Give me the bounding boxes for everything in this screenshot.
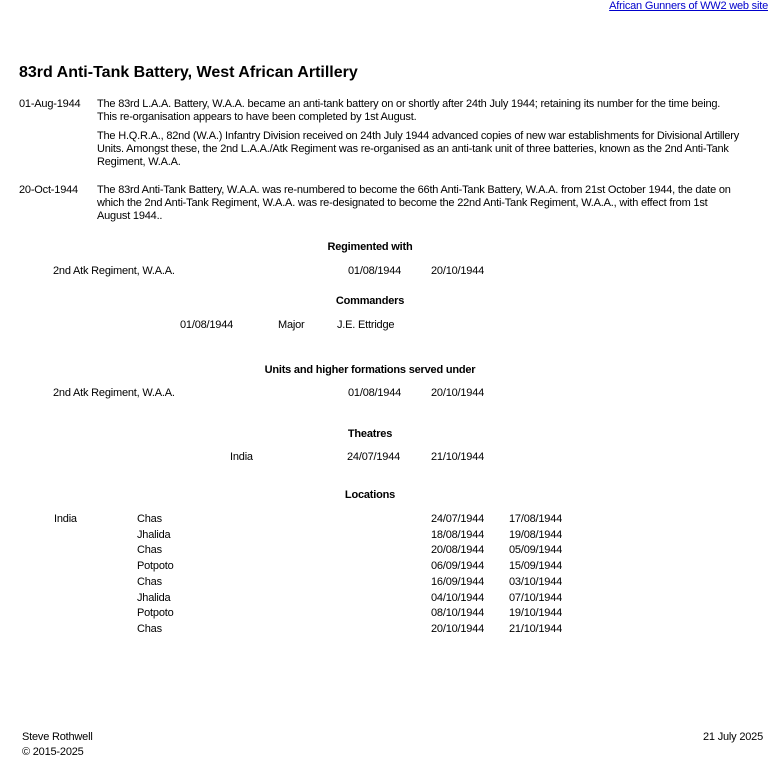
history-date: 20-Oct-1944	[19, 184, 78, 196]
regimented-heading: Regimented with	[327, 241, 413, 253]
history-text: The 83rd Anti-Tank Battery, W.A.A. was re-numbered to become the 66th Anti-Tank Battery, W.A.A. from 21st October 1944, the date on which the 2nd Anti-Tank Regiment, W.A.A. was re-designated to become the 22nd Anti-Tank Regiment, W.A.A., with effect from 1st August 1944..	[97, 184, 731, 222]
theatre-to: 21/10/1944	[431, 451, 485, 463]
location-to: 19/10/1944	[509, 607, 563, 620]
regiment-to: 20/10/1944	[431, 265, 485, 277]
location-place: Chas	[137, 544, 162, 557]
location-from: 20/08/1944	[431, 544, 485, 557]
footer-author: Steve Rothwell	[22, 731, 93, 743]
location-place: Jhalida	[137, 528, 171, 541]
location-from: 16/09/1944	[431, 575, 485, 588]
location-from: 06/09/1944	[431, 560, 485, 573]
location-place: Chas	[137, 575, 162, 588]
commander-name: J.E. Ettridge	[337, 319, 395, 331]
location-place: Chas	[137, 513, 162, 525]
location-place: Potpoto	[137, 607, 174, 620]
location-to: 07/10/1944	[509, 591, 563, 604]
formation-to: 20/10/1944	[431, 387, 485, 399]
footer-copyright: © 2015-2025	[22, 746, 84, 758]
location-from: 08/10/1944	[431, 607, 485, 620]
location-to: 17/08/1944	[509, 513, 563, 525]
location-to: 15/09/1944	[509, 560, 563, 573]
locations-heading: Locations	[344, 489, 396, 501]
commander-rank: Major	[278, 319, 305, 331]
location-from: 18/08/1944	[431, 528, 485, 541]
formation-unit: 2nd Atk Regiment, W.A.A.	[53, 387, 175, 399]
theatres-heading: Theatres	[347, 428, 393, 440]
site-home-link[interactable]: African Gunners of WW2 web site	[609, 0, 768, 12]
commanders-heading: Commanders	[335, 295, 405, 307]
location-from: 04/10/1944	[431, 591, 485, 604]
regiment-unit: 2nd Atk Regiment, W.A.A.	[53, 265, 175, 277]
location-place: Jhalida	[137, 591, 171, 604]
history-text: The 83rd L.A.A. Battery, W.A.A. became an anti-tank battery on or shortly after 24th July 1944; retaining its number for the time being. This re-organisation appears to have been completed by 1st August.	[97, 98, 721, 123]
formations-heading: Units and higher formations served under	[264, 364, 476, 376]
history-date: 01-Aug-1944	[19, 98, 81, 110]
location-from: 24/07/1944	[431, 513, 485, 525]
location-to: 05/09/1944	[509, 544, 563, 557]
theatre-from: 24/07/1944	[347, 451, 401, 463]
location-country: India	[54, 513, 77, 525]
footer-date: 21 July 2025	[703, 731, 763, 743]
formation-from: 01/08/1944	[348, 387, 402, 399]
location-place: Potpoto	[137, 560, 174, 573]
location-place: Chas	[137, 622, 162, 635]
location-to: 19/08/1944	[509, 528, 563, 541]
location-to: 03/10/1944	[509, 575, 563, 588]
history-text: The H.Q.R.A., 82nd (W.A.) Infantry Division received on 24th July 1944 advanced copies of new war establishments for Divisional Artillery Units. Amongst these, the 2nd L.A.A./Atk Regiment was re-organised as an anti-tank unit of three batteries, known as the 2nd Anti-Tank Regiment, W.A.A.	[97, 130, 740, 168]
location-to: 21/10/1944	[509, 622, 563, 635]
regiment-from: 01/08/1944	[348, 265, 402, 277]
theatre-name: India	[230, 451, 253, 463]
location-from: 20/10/1944	[431, 622, 485, 635]
page-title: 83rd Anti-Tank Battery, West African Artillery	[19, 64, 358, 81]
commander-date: 01/08/1944	[180, 319, 234, 331]
